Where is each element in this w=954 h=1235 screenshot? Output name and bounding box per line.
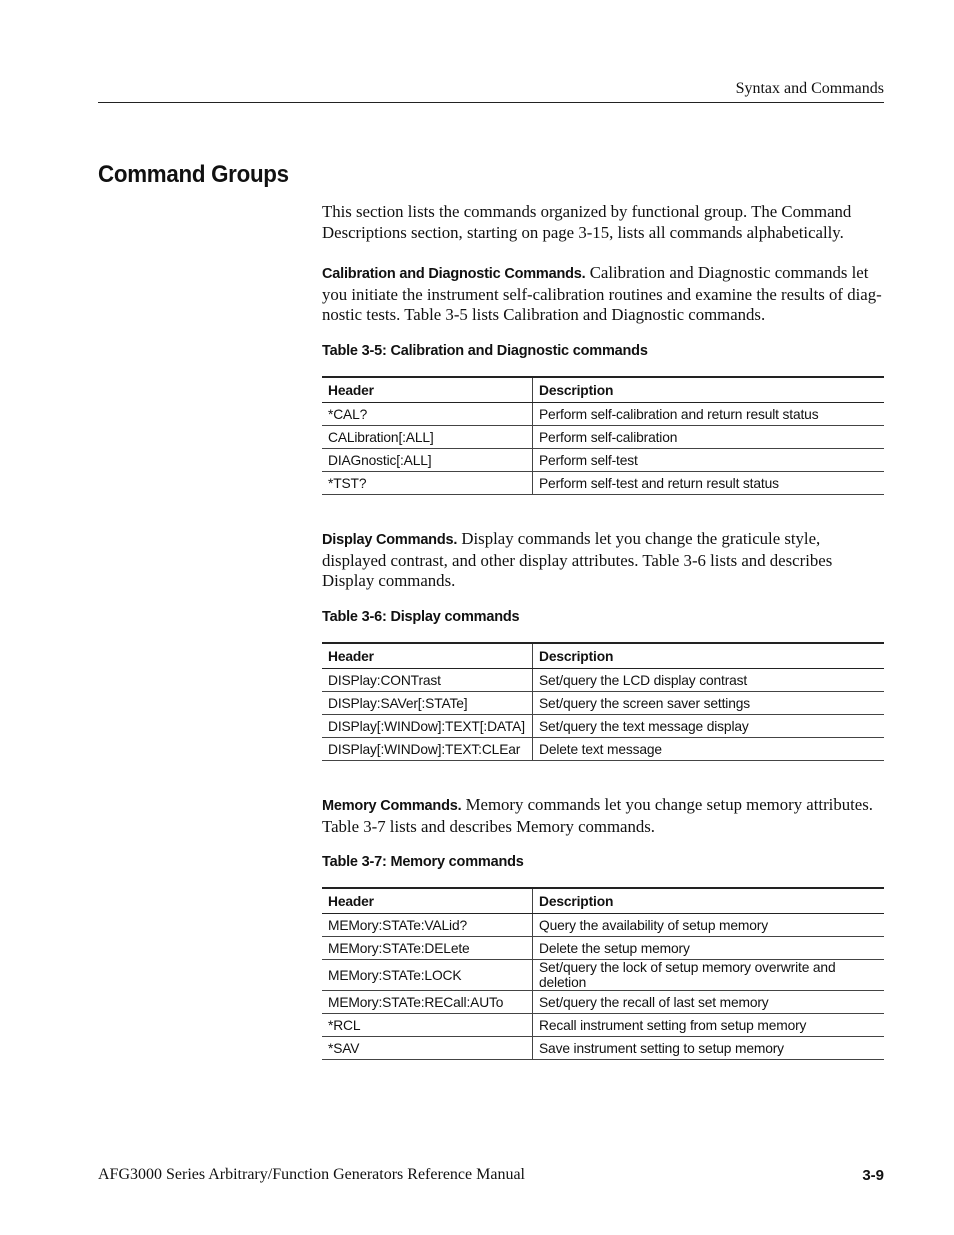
- table-3-5-caption: Table 3-5: Calibration and Diagnostic commands: [322, 343, 648, 359]
- table-row: [322, 426, 884, 449]
- table-3-5-block: [322, 376, 884, 495]
- memory-run-in-heading: Memory Commands.: [322, 798, 462, 814]
- table-row: [322, 692, 884, 715]
- command-description-cell: Set/query the LCD display contrast: [533, 669, 885, 692]
- table-header-row: [322, 888, 884, 914]
- table-header-row: [322, 643, 884, 669]
- memory-paragraph: [322, 795, 884, 837]
- command-description-cell: Set/query the screen saver settings: [533, 692, 885, 715]
- table-3-7-caption-block: [322, 854, 884, 870]
- command-description-cell: Perform self-test and return result status: [533, 472, 885, 495]
- command-description-cell: Set/query the text message display: [533, 715, 885, 738]
- command-description-cell: Perform self-calibration: [533, 426, 885, 449]
- table-row: [322, 715, 884, 738]
- column-header-header: Header: [322, 888, 533, 914]
- command-header-cell: DIAGnostic[:ALL]: [322, 449, 533, 472]
- command-header-cell: MEMory:STATe:LOCK: [322, 960, 533, 991]
- command-description-cell: Perform self-calibration and return result status: [533, 403, 885, 426]
- command-header-cell: CALibration[:ALL]: [322, 426, 533, 449]
- calibration-run-in-heading: Calibration and Diagnostic Commands.: [322, 266, 586, 282]
- footer-page-number: 3-9: [862, 1167, 884, 1184]
- table-3-7-block: [322, 887, 884, 1060]
- display-paragraph-block: [322, 529, 884, 592]
- table-row: [322, 738, 884, 761]
- column-header-header: Header: [322, 377, 533, 403]
- table-3-6-block: [322, 642, 884, 761]
- command-header-cell: MEMory:STATe:RECall:AUTo: [322, 991, 533, 1014]
- calibration-paragraph-text: Calibration and Diagnostic commands let you initiate the instrument self-calibration routines and examine the results of diag-nostic tests. Table 3-5 lists Calibration and Diagnostic commands.: [322, 263, 882, 324]
- memory-paragraph-block: [322, 795, 884, 837]
- calibration-paragraph-block: [322, 263, 884, 326]
- command-header-cell: *CAL?: [322, 403, 533, 426]
- intro-paragraph: This section lists the commands organized by functional group. The Command Descriptions section, starting on page 3-15, lists all commands alphabetically.: [322, 202, 852, 242]
- table-row: [322, 960, 884, 991]
- intro-block: [322, 202, 884, 243]
- table-row: [322, 669, 884, 692]
- table-row: [322, 449, 884, 472]
- table-row: [322, 472, 884, 495]
- command-header-cell: *SAV: [322, 1037, 533, 1060]
- table-row: [322, 937, 884, 960]
- column-header-header: Header: [322, 643, 533, 669]
- command-header-cell: DISPlay[:WINDow]:TEXT:CLEar: [322, 738, 533, 761]
- command-header-cell: *TST?: [322, 472, 533, 495]
- command-description-cell: Perform self-test: [533, 449, 885, 472]
- table-3-7-caption: Table 3-7: Memory commands: [322, 854, 524, 870]
- table-row: [322, 914, 884, 937]
- section-title: Command Groups: [98, 161, 289, 188]
- command-description-cell: Query the availability of setup memory: [533, 914, 885, 937]
- table-header-row: [322, 377, 884, 403]
- command-header-cell: MEMory:STATe:DELete: [322, 937, 533, 960]
- command-header-cell: *RCL: [322, 1014, 533, 1037]
- column-header-description: Description: [533, 643, 885, 669]
- table-3-6-caption-block: [322, 609, 884, 625]
- table-row: [322, 1014, 884, 1037]
- command-description-cell: Save instrument setting to setup memory: [533, 1037, 885, 1060]
- command-header-cell: MEMory:STATe:VALid?: [322, 914, 533, 937]
- table-row: [322, 403, 884, 426]
- table-3-6-caption: Table 3-6: Display commands: [322, 609, 520, 625]
- footer-manual-title: AFG3000 Series Arbitrary/Function Generators Reference Manual: [98, 1166, 525, 1183]
- command-description-cell: Set/query the lock of setup memory overwrite and deletion: [533, 960, 885, 991]
- table-3-5: [322, 376, 884, 495]
- command-description-cell: Recall instrument setting from setup memory: [533, 1014, 885, 1037]
- command-header-cell: DISPlay[:WINDow]:TEXT[:DATA]: [322, 715, 533, 738]
- table-3-6: [322, 642, 884, 761]
- table-row: [322, 1037, 884, 1060]
- calibration-paragraph: [322, 263, 884, 326]
- running-head: Syntax and Commands: [735, 80, 884, 97]
- header-rule: [98, 102, 884, 103]
- table-3-5-caption-block: [322, 343, 884, 359]
- table-3-7: [322, 887, 884, 1060]
- command-description-cell: Delete the setup memory: [533, 937, 885, 960]
- column-header-description: Description: [533, 377, 885, 403]
- display-paragraph-text: Display commands let you change the graticule style, displayed contrast, and other display attributes. Table 3-6 lists and describes Display commands.: [322, 529, 833, 590]
- command-header-cell: DISPlay:CONTrast: [322, 669, 533, 692]
- table-row: [322, 991, 884, 1014]
- command-header-cell: DISPlay:SAVer[:STATe]: [322, 692, 533, 715]
- display-paragraph: [322, 529, 884, 592]
- command-description-cell: Set/query the recall of last set memory: [533, 991, 885, 1014]
- column-header-description: Description: [533, 888, 885, 914]
- display-run-in-heading: Display Commands.: [322, 532, 458, 548]
- command-description-cell: Delete text message: [533, 738, 885, 761]
- memory-paragraph-text: Memory commands let you change setup memory attributes. Table 3-7 lists and describes Memory commands.: [322, 795, 873, 836]
